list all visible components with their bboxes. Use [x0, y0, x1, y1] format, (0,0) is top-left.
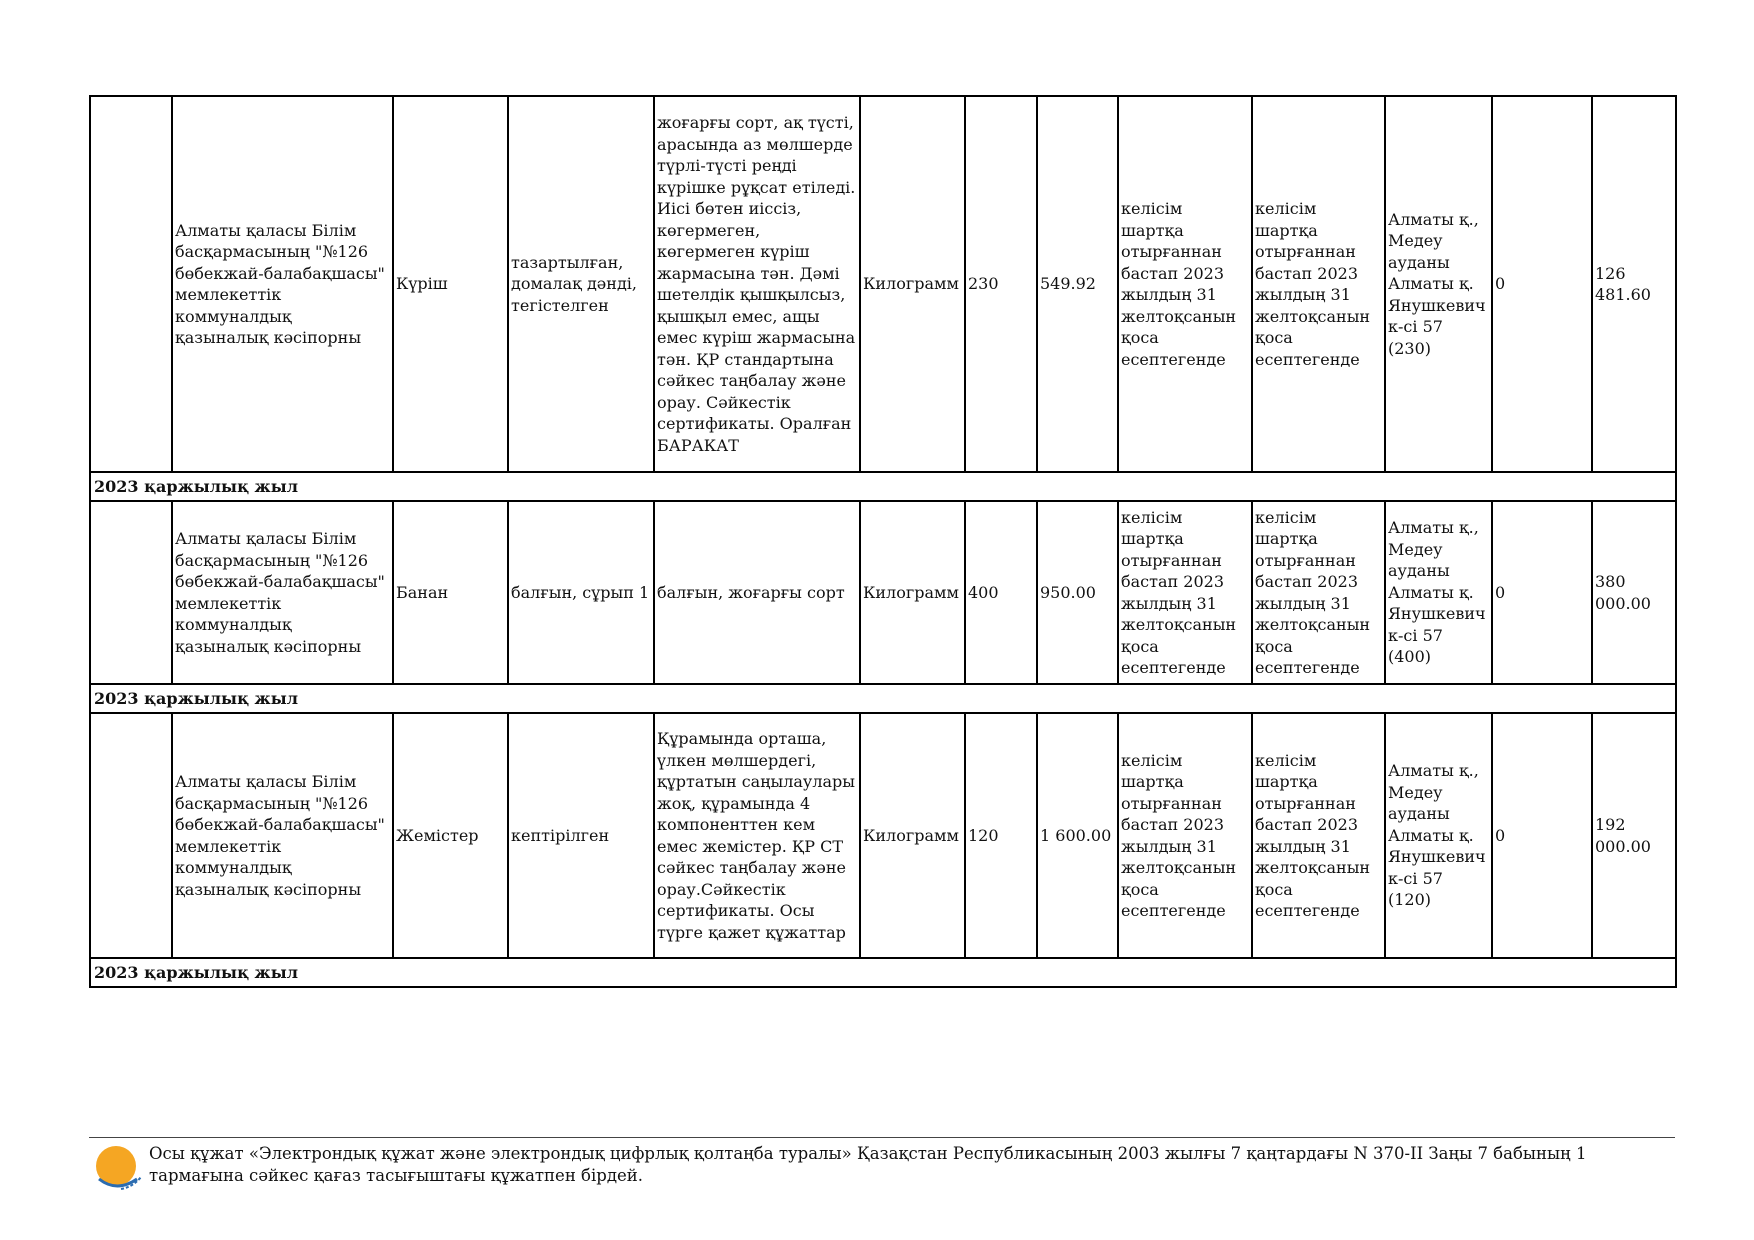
- customer-cell: Алматы қаласы Білім басқармасының "№126 бөбекжай-балабақшасы" мемлекеттік коммуналдық қазыналық кәсіпорны: [172, 713, 393, 958]
- full-spec-cell: Құрамында орташа, үлкен мөлшердегі, құртатын саңылаулары жоқ, құрамында 4 компоненттен кем емес жемістер. ҚР СТ сәйкес таңбалау және орау.Сәйкестік сертификаты. Осы түрге қажет құжаттар: [654, 713, 860, 958]
- short-spec-cell: кептірілген: [508, 713, 654, 958]
- unit-cell: Килограмм: [860, 713, 965, 958]
- full-spec-cell: балғын, жоғарғы сорт: [654, 501, 860, 684]
- term-end-cell: келісім шартқа отырғаннан бастап 2023 жылдың 31 желтоқсанын қоса есептегенде: [1252, 96, 1385, 472]
- quantity-cell: 400: [965, 501, 1037, 684]
- term-start-cell: келісім шартқа отырғаннан бастап 2023 жылдың 31 желтоқсанын қоса есептегенде: [1118, 713, 1252, 958]
- fiscal-year-label: 2023 қаржылық жыл: [90, 472, 1676, 501]
- row-number-cell: [90, 96, 172, 472]
- table-row: [90, 96, 1676, 472]
- row-number-cell: [90, 501, 172, 684]
- fiscal-year-row: [90, 684, 1676, 713]
- fiscal-year-row: [90, 472, 1676, 501]
- total-cell: 192 000.00: [1592, 713, 1676, 958]
- total-cell: 380 000.00: [1592, 501, 1676, 684]
- item-name-cell: Күріш: [393, 96, 508, 472]
- table-row: [90, 501, 1676, 684]
- full-spec-cell: жоғарғы сорт, ақ түсті, арасында аз мөлшерде түрлі-түсті реңді күрішке рұқсат етіледі. Иісі бөтен иіссіз, көгермеген, көгермеген күріш жармасына тән. Дәмі шетелдік қышқылсыз, қышқыл емес, ащы емес күріш жармасына тән. ҚР стандартына сәйкес таңбалау және орау. Сәйкестік сертификаты. Оралған БАРАКАТ: [654, 96, 860, 472]
- short-spec-cell: тазартылған, домалақ дәнді, тегістелген: [508, 96, 654, 472]
- quantity-cell: 230: [965, 96, 1037, 472]
- advance-cell: 0: [1492, 501, 1592, 684]
- term-end-cell: келісім шартқа отырғаннан бастап 2023 жылдың 31 желтоқсанын қоса есептегенде: [1252, 501, 1385, 684]
- footer-legal-text: Осы құжат «Электрондық құжат және электрондық цифрлық қолтаңба туралы» Қазақстан Республикасының 2003 жылғы 7 қаңтардағы N 370-II Заңы 7 бабының 1 тармағына сәйкес қағаз тасығыштағы құжатпен бірдей.: [149, 1144, 1587, 1185]
- customer-cell: Алматы қаласы Білім басқармасының "№126 бөбекжай-балабақшасы" мемлекеттік коммуналдық қазыналық кәсіпорны: [172, 96, 393, 472]
- quantity-cell: 120: [965, 713, 1037, 958]
- price-cell: 549.92: [1037, 96, 1118, 472]
- advance-cell: 0: [1492, 713, 1592, 958]
- price-cell: 1 600.00: [1037, 713, 1118, 958]
- fiscal-year-row: [90, 958, 1676, 987]
- fiscal-year-label: 2023 қаржылық жыл: [90, 958, 1676, 987]
- sun-logo-icon: [93, 1143, 143, 1193]
- term-start-cell: келісім шартқа отырғаннан бастап 2023 жылдың 31 желтоқсанын қоса есептегенде: [1118, 501, 1252, 684]
- table-row: [90, 713, 1676, 958]
- delivery-place-cell: Алматы қ., Медеу ауданы Алматы қ. Янушкевич к-сі 57 (120): [1385, 713, 1492, 958]
- total-cell: 126 481.60: [1592, 96, 1676, 472]
- unit-cell: Килограмм: [860, 501, 965, 684]
- term-end-cell: келісім шартқа отырғаннан бастап 2023 жылдың 31 желтоқсанын қоса есептегенде: [1252, 713, 1385, 958]
- price-cell: 950.00: [1037, 501, 1118, 684]
- row-number-cell: [90, 713, 172, 958]
- footer-divider: [89, 1137, 1675, 1138]
- customer-cell: Алматы қаласы Білім басқармасының "№126 бөбекжай-балабақшасы" мемлекеттік коммуналдық қазыналық кәсіпорны: [172, 501, 393, 684]
- advance-cell: 0: [1492, 96, 1592, 472]
- short-spec-cell: балғын, сұрып 1: [508, 501, 654, 684]
- item-name-cell: Жемістер: [393, 713, 508, 958]
- procurement-table: [89, 95, 1677, 988]
- delivery-place-cell: Алматы қ., Медеу ауданы Алматы қ. Янушкевич к-сі 57 (400): [1385, 501, 1492, 684]
- term-start-cell: келісім шартқа отырғаннан бастап 2023 жылдың 31 желтоқсанын қоса есептегенде: [1118, 96, 1252, 472]
- unit-cell: Килограмм: [860, 96, 965, 472]
- delivery-place-cell: Алматы қ., Медеу ауданы Алматы қ. Янушкевич к-сі 57 (230): [1385, 96, 1492, 472]
- item-name-cell: Банан: [393, 501, 508, 684]
- fiscal-year-label: 2023 қаржылық жыл: [90, 684, 1676, 713]
